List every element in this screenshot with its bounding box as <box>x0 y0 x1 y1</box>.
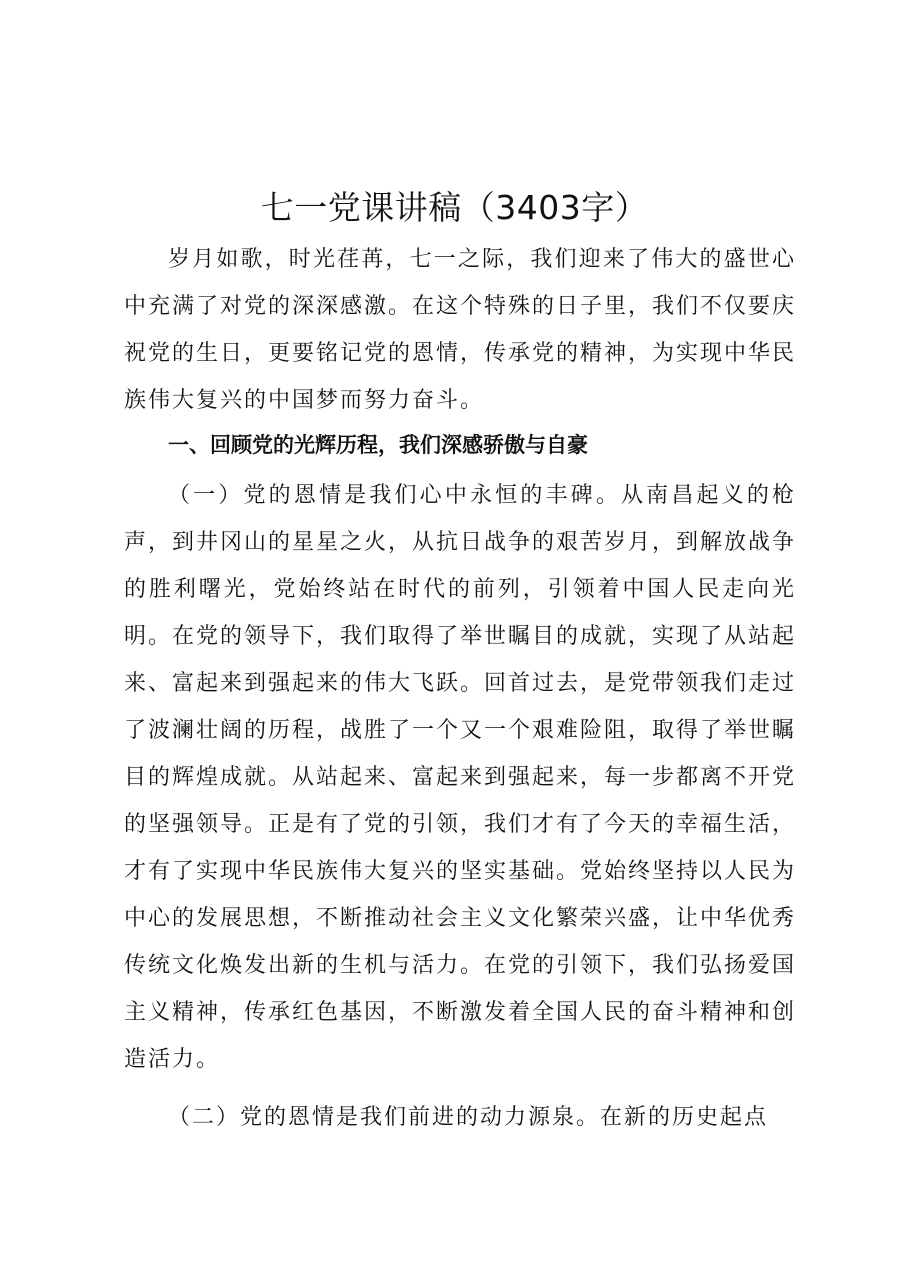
section-heading-1: 一、回顾党的光辉历程，我们深感骄傲与自豪 <box>168 433 588 457</box>
intro-paragraph: 岁月如歌，时光荏苒，七一之际，我们迎来了伟大的盛世心中充满了对党的深深感激。在这个特殊的日子里，我们不仅要庆祝党的生日，更要铭记党的恩情，传承党的精神，为实现中华民族伟大复兴的中国梦而努力奋斗。 <box>124 247 797 413</box>
section-1-paragraph-1: （一）党的恩情是我们心中永恒的丰碑。从南昌起义的枪声，到井冈山的星星之火，从抗日战争的艰苦岁月，到解放战争的胜利曙光，党始终站在时代的前列，引领着中国人民走向光明。在党的领导下，我们取得了举世瞩目的成就，实现了从站起来、富起来到强起来的伟大飞跃。回首过去，是党带领我们走过了波澜壮阔的历程，战胜了一个又一个艰难险阻，取得了举世瞩目的辉煌成就。从站起来、富起来到强起来，每一步都离不开党的坚强领导。正是有了党的引领，我们才有了今天的幸福生活，才有了实现中华民族伟大复兴的坚实基础。党始终坚持以人民为中心的发展思想，不断推动社会主义文化繁荣兴盛，让中华优秀传统文化焕发出新的生机与活力。在党的引领下，我们弘扬爱国主义精神，传承红色基因，不断激发着全国人民的奋斗精神和创造活力。 <box>124 483 797 1072</box>
section-1-paragraph-2: （二）党的恩情是我们前进的动力源泉。在新的历史起点 <box>168 1105 769 1130</box>
document-title: 七一党课讲稿（3403字） <box>260 188 649 228</box>
